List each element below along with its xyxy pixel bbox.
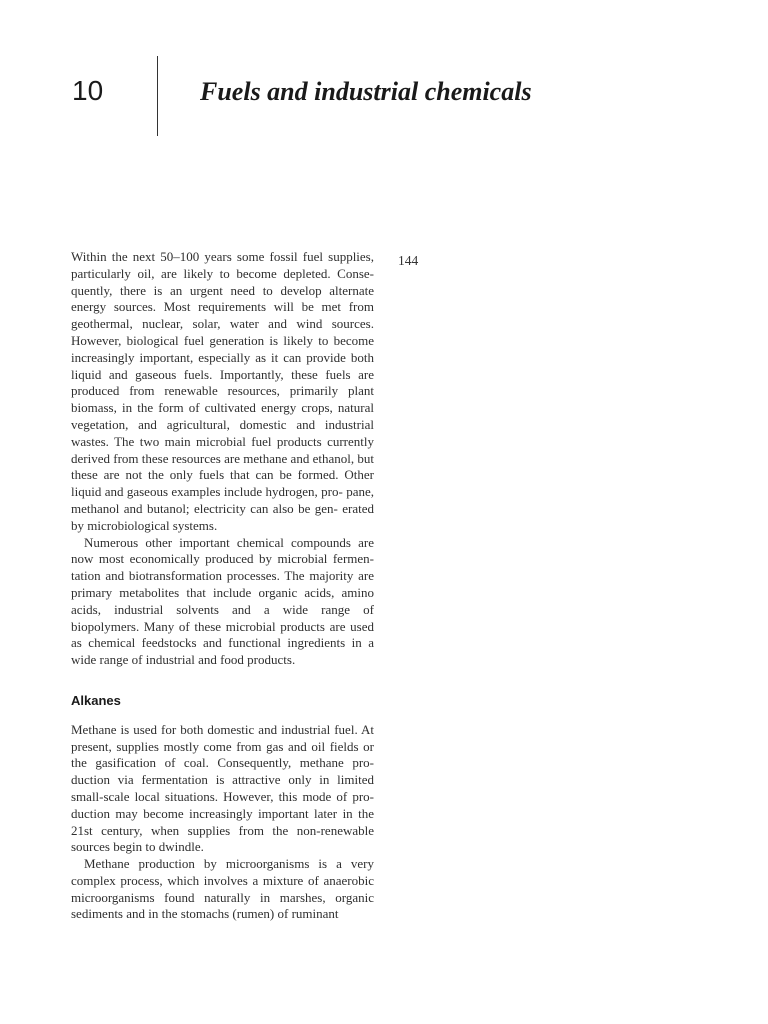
alkanes-paragraph-2: Methane production by microorganisms is a very complex process, which involves a mixture of anaerobic microorganisms found naturally in marshes, organic sediments and in the stomachs (rumen) of ruminant: [71, 856, 374, 922]
chapter-title: Fuels and industrial chemicals: [200, 77, 532, 106]
section-heading-alkanes: Alkanes: [71, 692, 121, 708]
intro-paragraph-2: Numerous other important chemical compounds are now most economically produced by microbial fermen- tation and biotransformation processes. The majority are primary metabolites that include organic acids, amino acids, industrial solvents and a wide range of biopolymers. Many of these microbial products are used as chemical feedstocks and functional ingredients in a wide range of industrial and food products.: [71, 534, 374, 668]
body-column: [71, 249, 374, 923]
alkanes-paragraph-1: Methane is used for both domestic and industrial fuel. At present, supplies mostly come from gas and oil fields or the gasification of coal. Consequently, methane pro- duction via fermentation is attractive only in limited small-scale local situations. However, this mode of pro- duction may become increasingly important later in the 21st century, when supplies from the non-renewable sources begin to dwindle.: [71, 721, 374, 855]
page-number: 144: [398, 253, 419, 268]
chapter-divider: [157, 56, 158, 136]
intro-paragraph-1: Within the next 50–100 years some fossil fuel supplies, particularly oil, are likely to become depleted. Conse- quently, there is an urgent need to develop alternate energy sources. Most requirements will be met from geothermal, nuclear, solar, water and wind sources. However, biological fuel generation is likely to become increasingly important, especially as it can provide both liquid and gaseous fuels. Importantly, these fuels are produced from renewable resources, primarily plant biomass, in the form of cultivated energy crops, natural vegetation, and agricultural, domestic and industrial wastes. The two main microbial fuel products currently derived from these resources are methane and ethanol, but these are not the only fuels that can be formed. Other liquid and gaseous examples include hydrogen, pro- pane, methanol and butanol; electricity can also be gen- erated by microbiological systems.: [71, 249, 374, 533]
chapter-number: 10: [72, 75, 104, 106]
